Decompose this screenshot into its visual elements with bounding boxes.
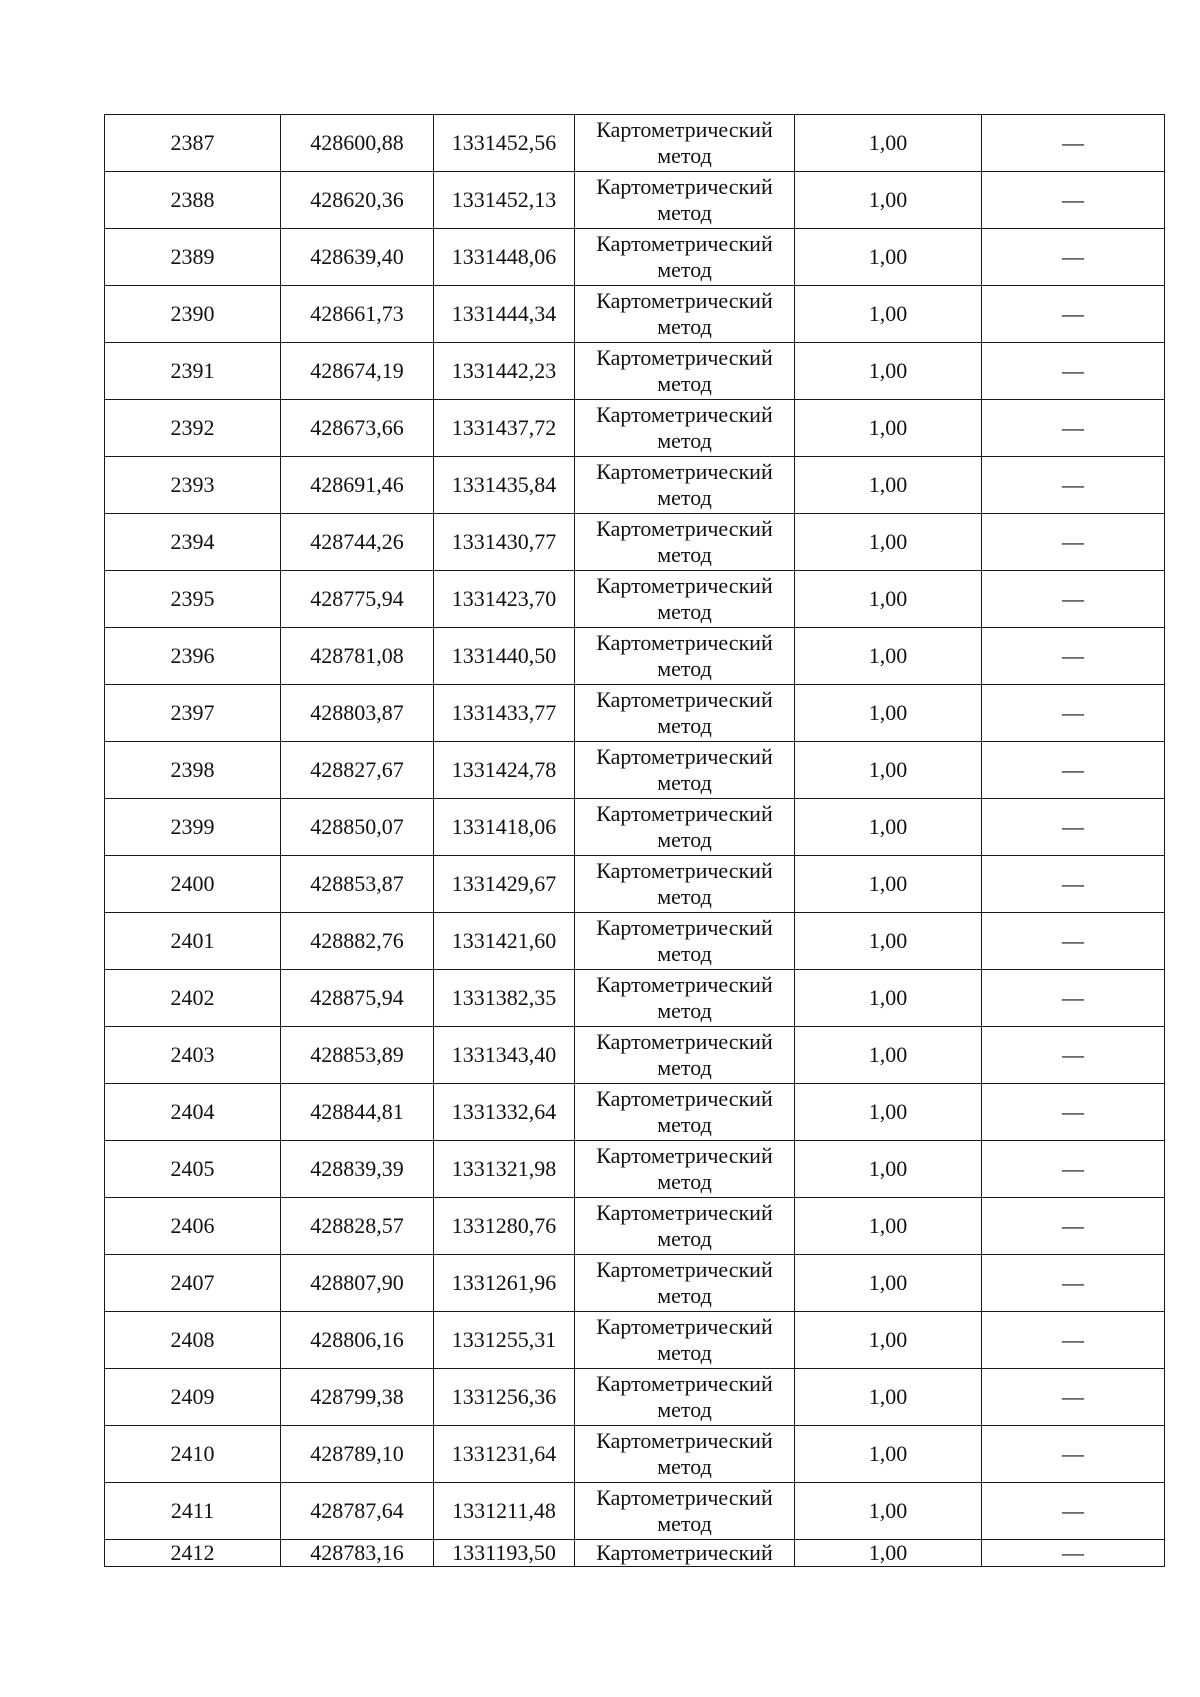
point-number-cell: 2398 bbox=[105, 742, 281, 799]
note-cell: — bbox=[982, 457, 1165, 514]
table-row bbox=[105, 514, 1165, 571]
method-cell bbox=[575, 970, 795, 1027]
method-text-line1: Картометрический bbox=[596, 1086, 773, 1111]
precision-cell: 1,00 bbox=[795, 1312, 982, 1369]
point-number-cell: 2389 bbox=[105, 229, 281, 286]
table-row bbox=[105, 286, 1165, 343]
table-row bbox=[105, 115, 1165, 172]
precision-cell: 1,00 bbox=[795, 457, 982, 514]
note-cell: — bbox=[982, 1369, 1165, 1426]
note-cell: — bbox=[982, 742, 1165, 799]
y-coordinate-cell: 1331452,13 bbox=[434, 172, 575, 229]
method-text-line1: Картометрический bbox=[596, 1428, 773, 1453]
table-row bbox=[105, 1141, 1165, 1198]
method-text-line1: Картометрический bbox=[596, 459, 773, 484]
point-number-cell: 2404 bbox=[105, 1084, 281, 1141]
point-number-cell: 2403 bbox=[105, 1027, 281, 1084]
precision-cell: 1,00 bbox=[795, 571, 982, 628]
method-text-line1: Картометрический bbox=[596, 1029, 773, 1054]
method-text-line2: метод bbox=[657, 599, 712, 624]
method-text-line2: метод bbox=[657, 713, 712, 738]
method-cell bbox=[575, 685, 795, 742]
method-text-line2: метод bbox=[657, 998, 712, 1023]
method-cell bbox=[575, 172, 795, 229]
method-cell bbox=[575, 856, 795, 913]
method-text-line2: метод bbox=[657, 1112, 712, 1137]
table-row bbox=[105, 1084, 1165, 1141]
table-row bbox=[105, 1369, 1165, 1426]
precision-cell: 1,00 bbox=[795, 286, 982, 343]
note-cell: — bbox=[982, 856, 1165, 913]
point-number-cell: 2400 bbox=[105, 856, 281, 913]
note-cell: — bbox=[982, 799, 1165, 856]
y-coordinate-cell: 1331448,06 bbox=[434, 229, 575, 286]
method-cell bbox=[575, 1141, 795, 1198]
table-row bbox=[105, 172, 1165, 229]
y-coordinate-cell: 1331435,84 bbox=[434, 457, 575, 514]
x-coordinate-cell: 428853,87 bbox=[281, 856, 434, 913]
y-coordinate-cell: 1331280,76 bbox=[434, 1198, 575, 1255]
method-text-line2: метод bbox=[657, 941, 712, 966]
method-cell bbox=[575, 286, 795, 343]
precision-cell: 1,00 bbox=[795, 970, 982, 1027]
y-coordinate-cell: 1331231,64 bbox=[434, 1426, 575, 1483]
x-coordinate-cell: 428853,89 bbox=[281, 1027, 434, 1084]
method-cell bbox=[575, 1255, 795, 1312]
method-text-line1: Картометрический bbox=[596, 687, 773, 712]
method-text-line1: Картометрический bbox=[596, 1257, 773, 1282]
method-text-line1: Картометрический bbox=[596, 1143, 773, 1168]
y-coordinate-cell: 1331193,50 bbox=[434, 1540, 575, 1567]
method-text-line1: Картометрический bbox=[596, 1540, 773, 1565]
note-cell: — bbox=[982, 685, 1165, 742]
method-text-line1: Картометрический bbox=[596, 915, 773, 940]
x-coordinate-cell: 428691,46 bbox=[281, 457, 434, 514]
x-coordinate-cell: 428781,08 bbox=[281, 628, 434, 685]
precision-cell: 1,00 bbox=[795, 172, 982, 229]
point-number-cell: 2388 bbox=[105, 172, 281, 229]
x-coordinate-cell: 428799,38 bbox=[281, 1369, 434, 1426]
method-cell bbox=[575, 400, 795, 457]
x-coordinate-cell: 428620,36 bbox=[281, 172, 434, 229]
method-text-line1: Картометрический bbox=[596, 573, 773, 598]
x-coordinate-cell: 428827,67 bbox=[281, 742, 434, 799]
table-row bbox=[105, 856, 1165, 913]
method-text-line1: Картометрический bbox=[596, 516, 773, 541]
precision-cell: 1,00 bbox=[795, 1141, 982, 1198]
method-text-line1: Картометрический bbox=[596, 288, 773, 313]
note-cell: — bbox=[982, 628, 1165, 685]
note-cell: — bbox=[982, 400, 1165, 457]
method-text-line1: Картометрический bbox=[596, 744, 773, 769]
note-cell: — bbox=[982, 115, 1165, 172]
method-cell bbox=[575, 1369, 795, 1426]
precision-cell: 1,00 bbox=[795, 628, 982, 685]
y-coordinate-cell: 1331452,56 bbox=[434, 115, 575, 172]
method-cell bbox=[575, 343, 795, 400]
note-cell: — bbox=[982, 571, 1165, 628]
table-row bbox=[105, 742, 1165, 799]
method-text-line2: метод bbox=[657, 1511, 712, 1536]
method-text-line2: метод bbox=[657, 314, 712, 339]
precision-cell: 1,00 bbox=[795, 913, 982, 970]
note-cell: — bbox=[982, 1141, 1165, 1198]
method-text-line2: метод bbox=[657, 485, 712, 510]
method-cell bbox=[575, 913, 795, 970]
table-row bbox=[105, 571, 1165, 628]
table-row bbox=[105, 1198, 1165, 1255]
method-text-line1: Картометрический bbox=[596, 1485, 773, 1510]
table-row bbox=[105, 628, 1165, 685]
y-coordinate-cell: 1331321,98 bbox=[434, 1141, 575, 1198]
table-row bbox=[105, 1255, 1165, 1312]
note-cell: — bbox=[982, 514, 1165, 571]
y-coordinate-cell: 1331261,96 bbox=[434, 1255, 575, 1312]
precision-cell: 1,00 bbox=[795, 1369, 982, 1426]
coordinates-table bbox=[104, 114, 1165, 1567]
method-text-line1: Картометрический bbox=[596, 1371, 773, 1396]
y-coordinate-cell: 1331332,64 bbox=[434, 1084, 575, 1141]
method-text-line2: метод bbox=[657, 428, 712, 453]
y-coordinate-cell: 1331211,48 bbox=[434, 1483, 575, 1540]
method-cell bbox=[575, 457, 795, 514]
y-coordinate-cell: 1331430,77 bbox=[434, 514, 575, 571]
point-number-cell: 2387 bbox=[105, 115, 281, 172]
precision-cell: 1,00 bbox=[795, 343, 982, 400]
method-text-line2: метод bbox=[657, 371, 712, 396]
x-coordinate-cell: 428839,39 bbox=[281, 1141, 434, 1198]
table-body bbox=[105, 115, 1165, 1567]
method-cell bbox=[575, 1198, 795, 1255]
x-coordinate-cell: 428639,40 bbox=[281, 229, 434, 286]
precision-cell: 1,00 bbox=[795, 115, 982, 172]
table-row bbox=[105, 400, 1165, 457]
method-text-line1: Картометрический bbox=[596, 117, 773, 142]
x-coordinate-cell: 428775,94 bbox=[281, 571, 434, 628]
method-cell bbox=[575, 571, 795, 628]
method-cell bbox=[575, 1426, 795, 1483]
y-coordinate-cell: 1331423,70 bbox=[434, 571, 575, 628]
method-cell bbox=[575, 1540, 795, 1567]
table-row bbox=[105, 1483, 1165, 1540]
note-cell: — bbox=[982, 286, 1165, 343]
point-number-cell: 2408 bbox=[105, 1312, 281, 1369]
x-coordinate-cell: 428600,88 bbox=[281, 115, 434, 172]
method-cell bbox=[575, 799, 795, 856]
y-coordinate-cell: 1331433,77 bbox=[434, 685, 575, 742]
point-number-cell: 2406 bbox=[105, 1198, 281, 1255]
y-coordinate-cell: 1331421,60 bbox=[434, 913, 575, 970]
y-coordinate-cell: 1331429,67 bbox=[434, 856, 575, 913]
table-row bbox=[105, 1426, 1165, 1483]
x-coordinate-cell: 428807,90 bbox=[281, 1255, 434, 1312]
point-number-cell: 2396 bbox=[105, 628, 281, 685]
method-cell bbox=[575, 229, 795, 286]
y-coordinate-cell: 1331343,40 bbox=[434, 1027, 575, 1084]
table-row bbox=[105, 1540, 1165, 1567]
point-number-cell: 2410 bbox=[105, 1426, 281, 1483]
y-coordinate-cell: 1331440,50 bbox=[434, 628, 575, 685]
x-coordinate-cell: 428673,66 bbox=[281, 400, 434, 457]
table-row bbox=[105, 229, 1165, 286]
method-cell bbox=[575, 1084, 795, 1141]
method-cell bbox=[575, 1483, 795, 1540]
method-cell bbox=[575, 514, 795, 571]
y-coordinate-cell: 1331444,34 bbox=[434, 286, 575, 343]
note-cell: — bbox=[982, 229, 1165, 286]
table-row bbox=[105, 457, 1165, 514]
precision-cell: 1,00 bbox=[795, 1084, 982, 1141]
method-text-line1: Картометрический bbox=[596, 174, 773, 199]
method-text-line2: метод bbox=[657, 1169, 712, 1194]
point-number-cell: 2409 bbox=[105, 1369, 281, 1426]
note-cell: — bbox=[982, 343, 1165, 400]
note-cell: — bbox=[982, 1198, 1165, 1255]
y-coordinate-cell: 1331437,72 bbox=[434, 400, 575, 457]
x-coordinate-cell: 428803,87 bbox=[281, 685, 434, 742]
method-cell bbox=[575, 628, 795, 685]
precision-cell: 1,00 bbox=[795, 1426, 982, 1483]
x-coordinate-cell: 428789,10 bbox=[281, 1426, 434, 1483]
y-coordinate-cell: 1331442,23 bbox=[434, 343, 575, 400]
method-text-line2: метод bbox=[657, 884, 712, 909]
method-cell bbox=[575, 742, 795, 799]
method-text-line1: Картометрический bbox=[596, 402, 773, 427]
note-cell: — bbox=[982, 1426, 1165, 1483]
y-coordinate-cell: 1331255,31 bbox=[434, 1312, 575, 1369]
method-cell bbox=[575, 1027, 795, 1084]
point-number-cell: 2412 bbox=[105, 1540, 281, 1567]
method-text-line2: метод bbox=[657, 1340, 712, 1365]
note-cell: — bbox=[982, 172, 1165, 229]
point-number-cell: 2394 bbox=[105, 514, 281, 571]
point-number-cell: 2390 bbox=[105, 286, 281, 343]
precision-cell: 1,00 bbox=[795, 400, 982, 457]
x-coordinate-cell: 428787,64 bbox=[281, 1483, 434, 1540]
method-text-line2: метод bbox=[657, 1055, 712, 1080]
precision-cell: 1,00 bbox=[795, 514, 982, 571]
note-cell: — bbox=[982, 970, 1165, 1027]
table-row bbox=[105, 1312, 1165, 1369]
method-text-line2: метод bbox=[657, 827, 712, 852]
note-cell: — bbox=[982, 1483, 1165, 1540]
method-text-line1: Картометрический bbox=[596, 972, 773, 997]
precision-cell: 1,00 bbox=[795, 1198, 982, 1255]
x-coordinate-cell: 428875,94 bbox=[281, 970, 434, 1027]
x-coordinate-cell: 428783,16 bbox=[281, 1540, 434, 1567]
method-text-line2: метод bbox=[657, 770, 712, 795]
table-row bbox=[105, 685, 1165, 742]
point-number-cell: 2392 bbox=[105, 400, 281, 457]
precision-cell: 1,00 bbox=[795, 685, 982, 742]
method-text-line1: Картометрический bbox=[596, 801, 773, 826]
x-coordinate-cell: 428806,16 bbox=[281, 1312, 434, 1369]
method-text-line1: Картометрический bbox=[596, 345, 773, 370]
x-coordinate-cell: 428828,57 bbox=[281, 1198, 434, 1255]
table-row bbox=[105, 913, 1165, 970]
point-number-cell: 2402 bbox=[105, 970, 281, 1027]
x-coordinate-cell: 428844,81 bbox=[281, 1084, 434, 1141]
x-coordinate-cell: 428850,07 bbox=[281, 799, 434, 856]
x-coordinate-cell: 428661,73 bbox=[281, 286, 434, 343]
point-number-cell: 2399 bbox=[105, 799, 281, 856]
y-coordinate-cell: 1331418,06 bbox=[434, 799, 575, 856]
x-coordinate-cell: 428744,26 bbox=[281, 514, 434, 571]
method-text-line2: метод bbox=[657, 1283, 712, 1308]
method-text-line2: метод bbox=[657, 542, 712, 567]
precision-cell: 1,00 bbox=[795, 1540, 982, 1567]
point-number-cell: 2391 bbox=[105, 343, 281, 400]
point-number-cell: 2393 bbox=[105, 457, 281, 514]
x-coordinate-cell: 428882,76 bbox=[281, 913, 434, 970]
point-number-cell: 2401 bbox=[105, 913, 281, 970]
note-cell: — bbox=[982, 1027, 1165, 1084]
note-cell: — bbox=[982, 1084, 1165, 1141]
method-text-line1: Картометрический bbox=[596, 1314, 773, 1339]
precision-cell: 1,00 bbox=[795, 229, 982, 286]
method-text-line1: Картометрический bbox=[596, 1200, 773, 1225]
table-row bbox=[105, 343, 1165, 400]
table-row bbox=[105, 799, 1165, 856]
precision-cell: 1,00 bbox=[795, 799, 982, 856]
y-coordinate-cell: 1331382,35 bbox=[434, 970, 575, 1027]
precision-cell: 1,00 bbox=[795, 856, 982, 913]
point-number-cell: 2397 bbox=[105, 685, 281, 742]
method-text-line2: метод bbox=[657, 200, 712, 225]
method-text-line1: Картометрический bbox=[596, 231, 773, 256]
method-text-line2: метод bbox=[657, 1397, 712, 1422]
x-coordinate-cell: 428674,19 bbox=[281, 343, 434, 400]
table-row bbox=[105, 1027, 1165, 1084]
y-coordinate-cell: 1331424,78 bbox=[434, 742, 575, 799]
point-number-cell: 2411 bbox=[105, 1483, 281, 1540]
y-coordinate-cell: 1331256,36 bbox=[434, 1369, 575, 1426]
precision-cell: 1,00 bbox=[795, 1255, 982, 1312]
precision-cell: 1,00 bbox=[795, 742, 982, 799]
point-number-cell: 2407 bbox=[105, 1255, 281, 1312]
point-number-cell: 2405 bbox=[105, 1141, 281, 1198]
point-number-cell: 2395 bbox=[105, 571, 281, 628]
method-text-line2: метод bbox=[657, 1226, 712, 1251]
method-text-line2: метод bbox=[657, 257, 712, 282]
method-text-line2: метод bbox=[657, 143, 712, 168]
note-cell: — bbox=[982, 1312, 1165, 1369]
method-text-line1: Картометрический bbox=[596, 858, 773, 883]
table-row bbox=[105, 970, 1165, 1027]
method-text-line2: метод bbox=[657, 1454, 712, 1479]
precision-cell: 1,00 bbox=[795, 1483, 982, 1540]
precision-cell: 1,00 bbox=[795, 1027, 982, 1084]
method-text-line2: метод bbox=[657, 656, 712, 681]
note-cell: — bbox=[982, 913, 1165, 970]
note-cell: — bbox=[982, 1540, 1165, 1567]
method-text-line1: Картометрический bbox=[596, 630, 773, 655]
method-cell bbox=[575, 115, 795, 172]
note-cell: — bbox=[982, 1255, 1165, 1312]
method-cell bbox=[575, 1312, 795, 1369]
